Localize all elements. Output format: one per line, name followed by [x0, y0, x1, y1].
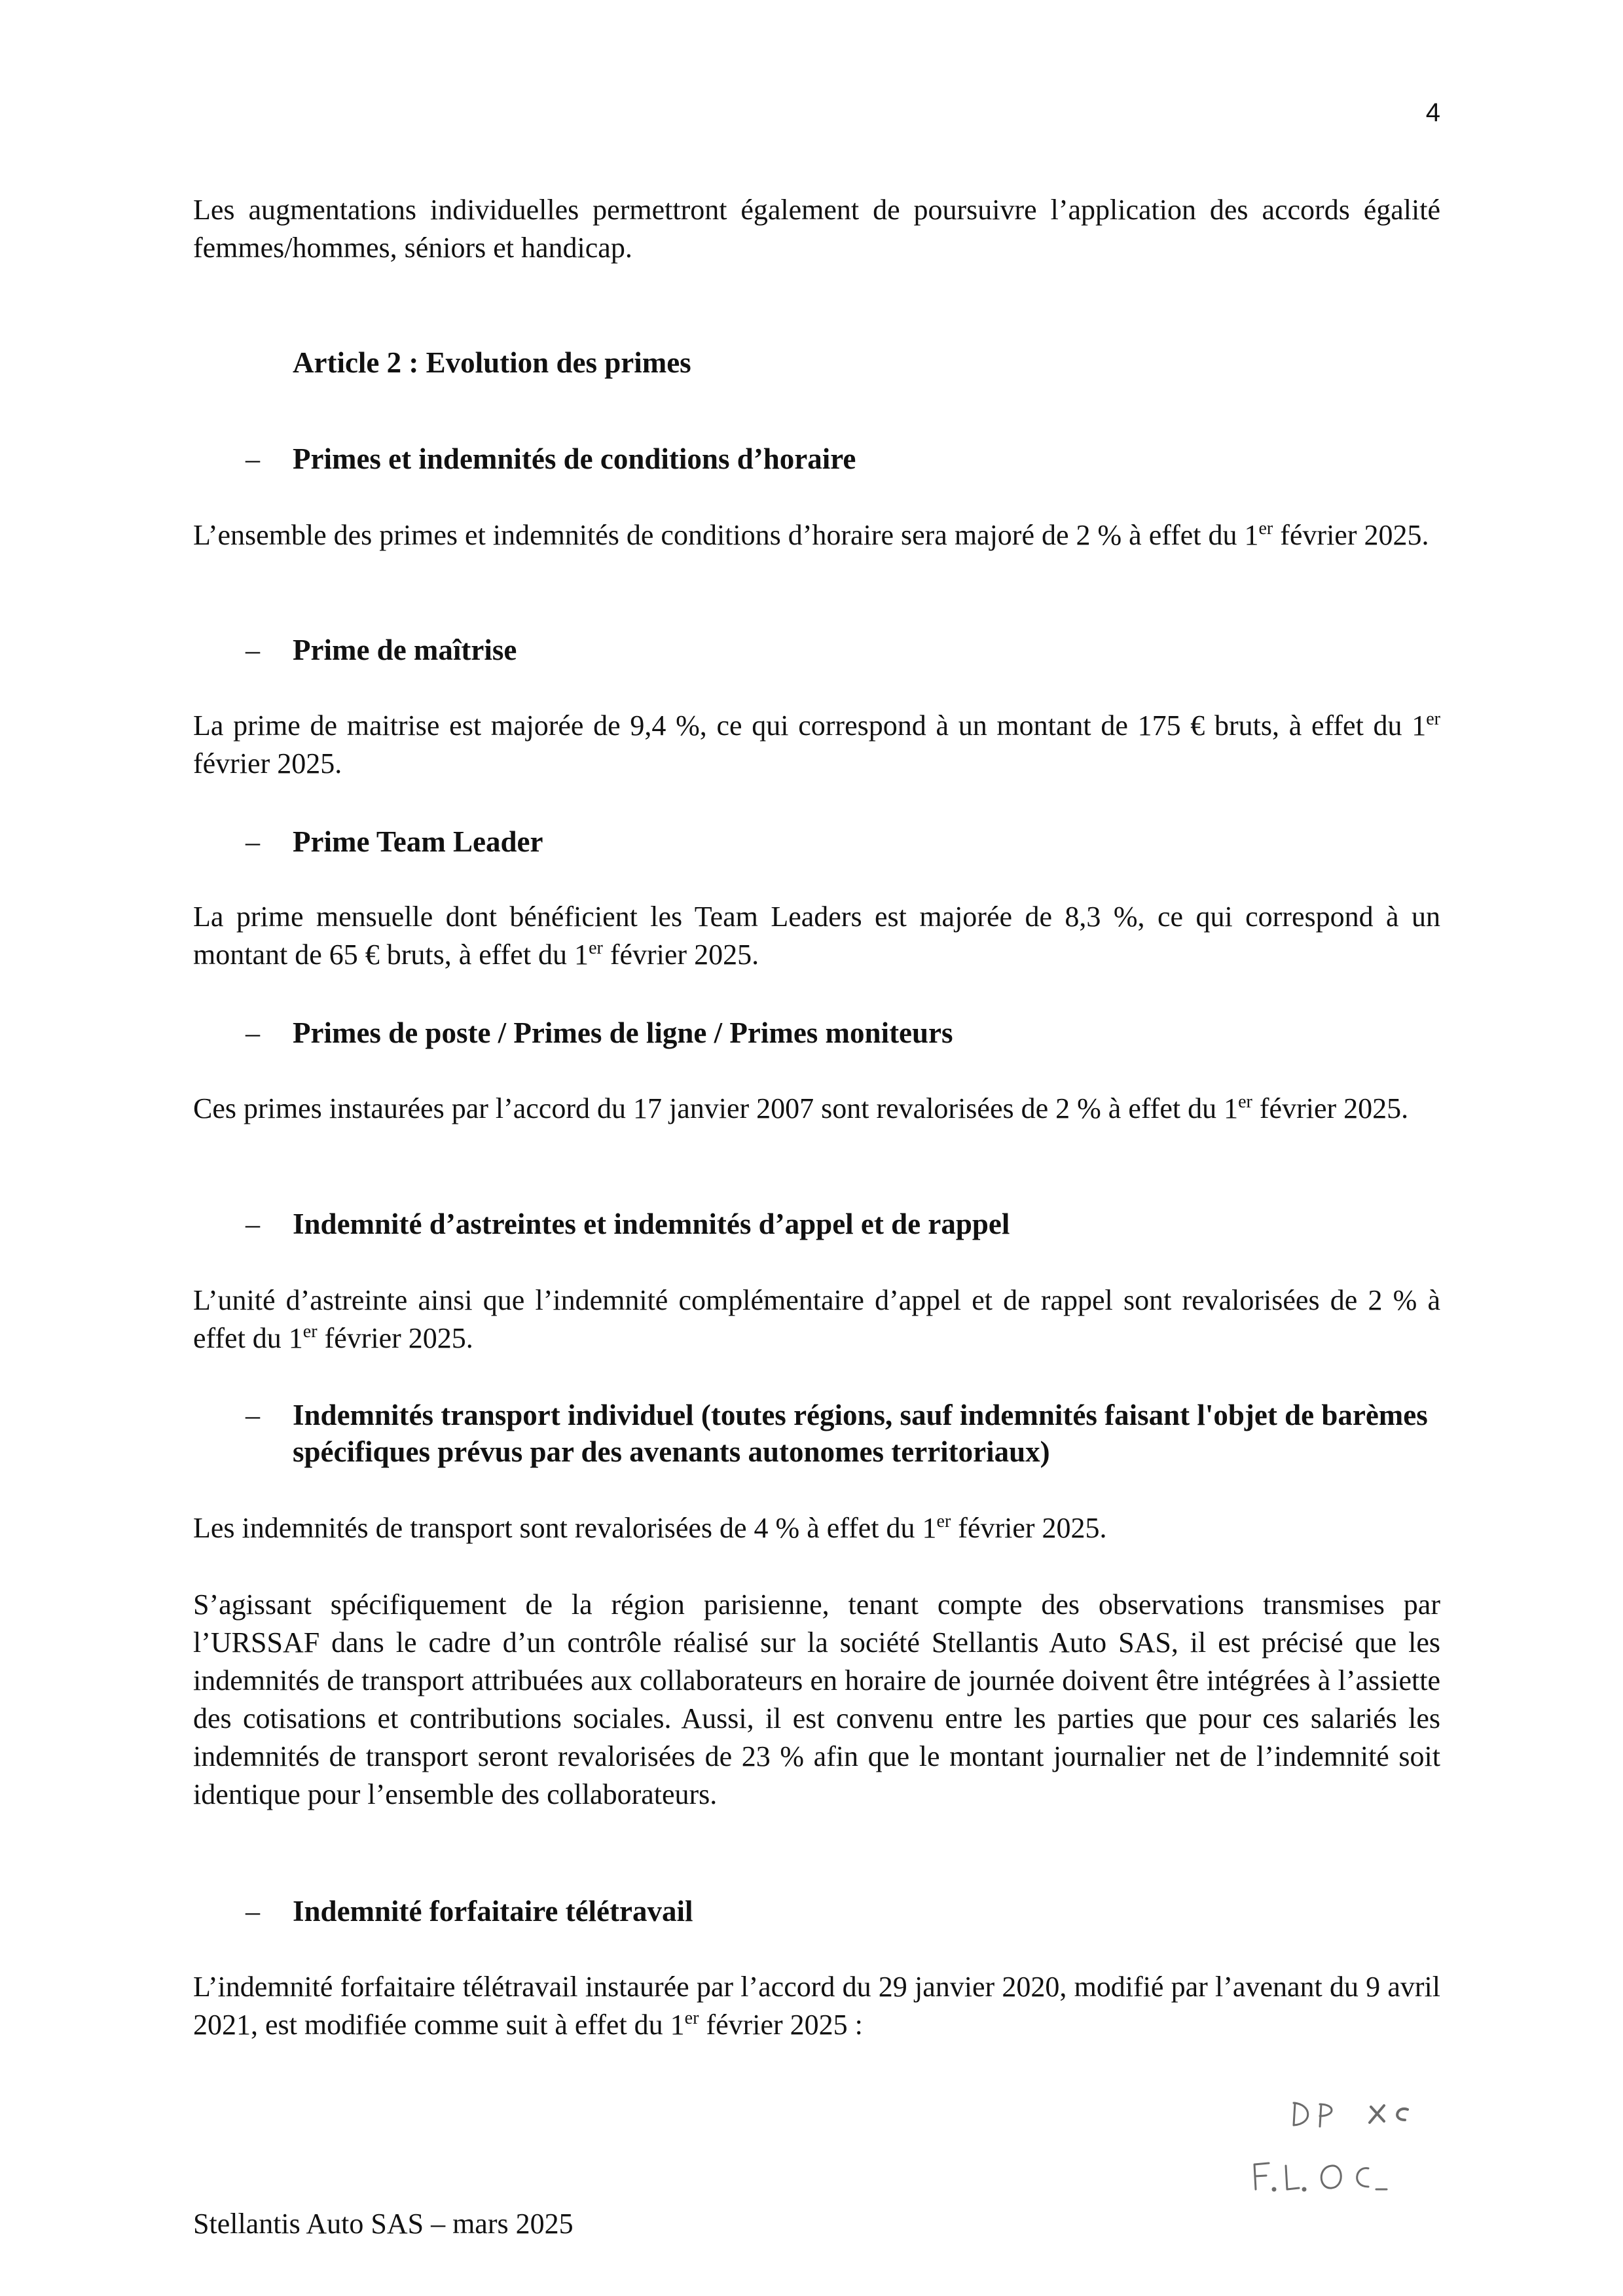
footer: Stellantis Auto SAS – mars 2025: [193, 2208, 574, 2240]
dash-bullet: –: [246, 1399, 260, 1431]
section-paragraph-primes-poste: Ces primes instaurées par l’accord du 17 janvier 2007 sont revalorisées de 2 % à effet du 1er février 2025.: [193, 1092, 1409, 1124]
section-title: Indemnité d’astreintes et indemnités d’appel et de rappel: [293, 1208, 1010, 1240]
section-heading-primes-poste: [246, 1014, 1444, 1051]
section-paragraph-prime-maitrise: La prime de maitrise est majorée de 9,4 %, ce qui correspond à un montant de 175 € bruts, à effet du 1er février 2025.: [193, 709, 1440, 780]
dash-bullet: –: [246, 1208, 260, 1240]
handwritten-initials: [1231, 2091, 1440, 2222]
section-heading-astreintes: [246, 1206, 1444, 1242]
section-paragraph-team-leader: La prime mensuelle dont bénéficient les Team Leaders est majorée de 8,3 %, ce qui correspond à un montant de 65 € bruts, à effet du 1er février 2025.: [193, 901, 1440, 971]
dash-bullet: –: [246, 634, 260, 666]
page-number: 4: [1425, 98, 1440, 127]
section-heading-teletravail: [246, 1893, 1444, 1929]
section-title: Primes de poste / Primes de ligne / Primes moniteurs: [293, 1016, 953, 1049]
section-heading-prime-maitrise: [246, 632, 1444, 668]
section-paragraph-teletravail: L’indemnité forfaitaire télétravail instaurée par l’accord du 29 janvier 2020, modifié par l’avenant du 9 avril 2021, est modifiée comme suit à effet du 1er février 2025 :: [193, 1971, 1440, 2041]
dash-bullet: –: [246, 443, 260, 475]
dash-bullet: –: [246, 1017, 260, 1049]
section-title: Indemnités transport individuel (toutes régions, sauf indemnités faisant l'objet de barèmes spécifiques prévus par des avenants autonomes territoriaux): [293, 1399, 1428, 1468]
section-heading-team-leader: [246, 823, 1444, 860]
section-title: Indemnité forfaitaire télétravail: [293, 1895, 693, 1928]
section-title: Prime de maîtrise: [293, 634, 517, 666]
section-title: Prime Team Leader: [293, 825, 543, 858]
section-heading-conditions-horaire: [246, 440, 1444, 477]
section-paragraph-astreintes: L’unité d’astreinte ainsi que l’indemnité complémentaire d’appel et de rappel sont revalorisées de 2 % à effet du 1er février 2025.: [193, 1284, 1440, 1354]
intro-paragraph: Les augmentations individuelles permettront également de poursuivre l’application des accords égalité femmes/hommes, séniors et handicap.: [193, 194, 1440, 264]
dash-bullet: –: [246, 826, 260, 858]
dash-bullet: –: [246, 1895, 260, 1928]
article-title: Article 2 : Evolution des primes: [293, 346, 691, 379]
section-paragraph-conditions-horaire: L’ensemble des primes et indemnités de conditions d’horaire sera majoré de 2 % à effet du 1er février 2025.: [193, 518, 1429, 551]
section-paragraph-transport: Les indemnités de transport sont revalorisées de 4 % à effet du 1er février 2025.: [193, 1511, 1107, 1544]
section-heading-transport: [246, 1397, 1444, 1470]
section-paragraph-region-parisienne: S’agissant spécifiquement de la région parisienne, tenant compte des observations transmises par l’URSSAF dans le cadre d’un contrôle réalisé sur la société Stellantis Auto SAS, il est précisé que les indemnités de transport attribuées aux collaborateurs en horaire de journée doivent être intégrées à l’assiette des cotisations et contributions sociales. Aussi, il est convenu entre les parties que pour ces salariés les indemnités de transport seront revalorisées de 23 % afin que le montant journalier net de l’indemnité soit identique pour l’ensemble des collaborateurs.: [193, 1588, 1440, 1810]
section-title: Primes et indemnités de conditions d’horaire: [293, 442, 856, 475]
